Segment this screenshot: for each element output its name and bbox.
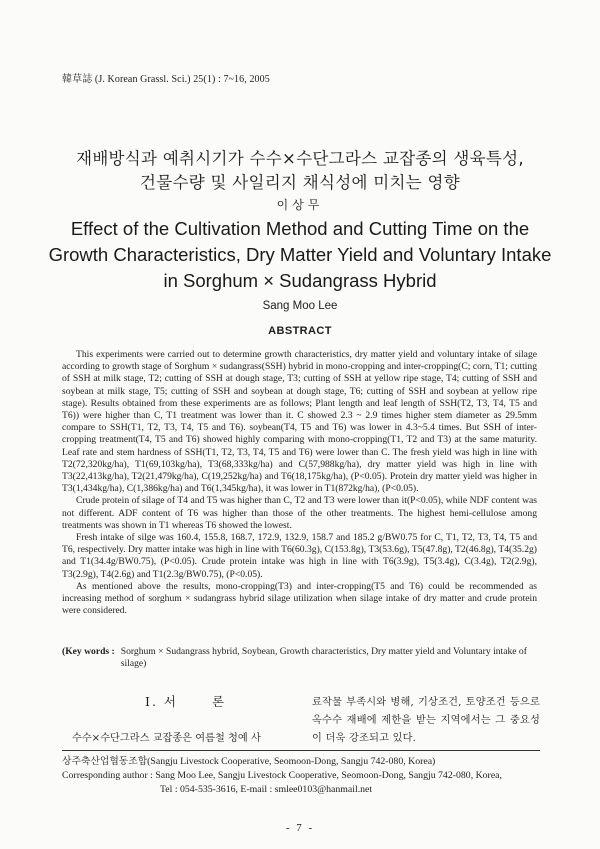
footnote-affiliation: 상주축산업협동조합(Sangju Livestock Cooperative, Seomoon-Dong, Sangju 742-080, Korea) xyxy=(62,756,436,767)
english-title-line-2: Growth Characteristics, Dry Matter Yield and Voluntary Intake xyxy=(48,244,552,265)
abstract-heading: ABSTRACT xyxy=(268,325,332,337)
korean-title-line-2: 건물수량 및 사일리지 채식성에 미치는 영향 xyxy=(139,173,461,192)
section-title: 론 xyxy=(211,694,227,709)
korean-author: 이상무 xyxy=(276,198,324,212)
introduction-left-column: 수수×수단그라스 교잡종은 여름철 청예 사 xyxy=(72,733,261,744)
english-title-line-1: Effect of the Cultivation Method and Cutting Time on the xyxy=(70,218,530,239)
abstract-body xyxy=(62,349,537,617)
footnote-corresponding-author: Corresponding author : Sang Moo Lee, Sangju Livestock Cooperative, Seomoon-Dong, Sangju 742-080, Korea, xyxy=(62,770,502,781)
section-number: I. 서 xyxy=(145,694,178,709)
korean-title-line-1: 재배방식과 예취시기가 수수×수단그라스 교잡종의 생육특성, xyxy=(76,149,524,168)
journal-citation: 韓草誌 (J. Korean Grassl. Sci.) 25(1) : 7~16, 2005 xyxy=(62,74,270,85)
english-author: Sang Moo Lee xyxy=(262,300,338,312)
footnote-divider xyxy=(62,750,540,751)
keywords-text: Sorghum × Sudangrass hybrid, Soybean, Growth characteristics, Dry matter yield and Voluntary intake of silage) xyxy=(120,646,527,670)
keywords xyxy=(62,646,537,670)
english-title-line-3: in Sorghum × Sudangrass Hybrid xyxy=(163,270,437,291)
footnote-contact: Tel : 054-535-3616, E-mail : smlee0103@hanmail.net xyxy=(160,784,373,795)
abstract-paragraph-3: Fresh intake of silge was 160.4, 155.8, 168.7, 172.9, 132.9, 158.7 and 185.2 g/BW0.75 for C, T1, T2, T3, T4, T5 and T6, respectively. Dry matter intake was high in line with T6(60.3g), C(153.8g), T3(53.6g), T5(47.8g), T2(46.8g), T4(35.2g) and T1(34.4g/BW0.75), (P<0.05). Crude protein intake was high in line with T6(3.9g), T5(3.4g), C(3.4g), T2(2.9g), T3(2.9g), T4(2.6g) and T1(2.3g/BW0.75), (P<0.05). xyxy=(62,532,537,580)
section-heading-introduction xyxy=(145,692,226,710)
page-number: - 7 - xyxy=(285,822,315,834)
introduction-right-column: 료작물 부족시와 병해, 기상조건, 토양조건 등으로 옥수수 재배에 제한을 받는 지역에서는 그 중요성이 더욱 강조되고 있다. xyxy=(312,697,540,744)
keywords-label: (Key words : xyxy=(62,646,115,657)
abstract-paragraph-2: Crude protein of silage of T4 and T5 was higher than C, T2 and T3 were lower than it(P<0.05), while NDF content was not different. ADF content of T6 was higher than those of the other treatments. The highest hemi-cellulose among treatments was shown in T1 whereas T6 showed the lowest. xyxy=(62,495,537,531)
abstract-paragraph-4: As mentioned above the results, mono-cropping(T3) and inter-cropping(T5 and T6) could be recommended as increasing method of sorghum × sudangrass hybrid silage utilization when silage intake of dry matter and crude protein were considered. xyxy=(62,580,537,617)
abstract-paragraph-1: This experiments were carried out to determine growth characteristics, dry matter yield and voluntary intake of silage according to growth stage of Sorghum × sudangrass(SSH) hybrid in mono-cropping and inter-cropping(C; corn, T1; cutting of SSH at milk stage, T2; cutting of SSH at dough stage, T3; cutting of SSH at yellow ripe stage, T4; cutting of SSH and soybean at milk stage, T5; cutting of SSH and soybean at dough stage, T6; cutting of SSH and soybean at yellow ripe stage). Results obtained from these experiments are as follows; Plant length and leaf length of SSH(T2, T3, T4, T5 and T6)) were higher than C, T1 treatment was lower than it. C showed 2.3 ~ 2.9 times higher stem diameter as 29.5mm compare to SSH(T1, T2, T3, T4, T5 and T6). soybean(T4, T5 and T6) was lower in 4.3~5.4 times. But SSH of inter-cropping treatment(T4, T5 and T6) showed highly comparing with mono-cropping(T1, T2 and T3) at the same maturity. Leaf rate and stem hardness of SSH(T1, T2, T3, T4, T5 and T6) were lower than C. The fresh yield was high in line with T2(72,320kg/ha), T1(69,103kg/ha), T3(68,333kg/ha) and C(57,988kg/ha), dry matter yield was high in line with T3(22,413kg/ha), T2(21,479kg/ha), C(19,252kg/ha) and T6(18,175kg/ha), (P<0.05). Protein dry matter yield was higher in T3(1,434kg/ha), C(1,386kg/ha) and T6(1,345kg/ha), it was lower in T1(872kg/ha), (P<0.05). xyxy=(62,349,537,495)
